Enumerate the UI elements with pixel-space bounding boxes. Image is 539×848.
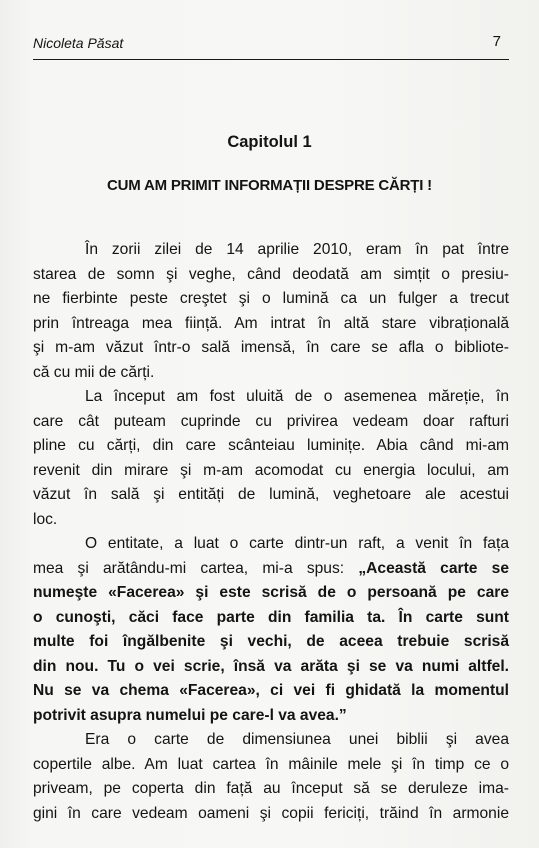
author-name: Nicoleta Păsat: [33, 35, 124, 51]
text-line: ne fierbinte peste creştet şi o lumină ca un fulger a trecut: [33, 290, 509, 307]
text-line: multe foi îngălbenite şi vechi, de aceea trebuie scrisă: [33, 633, 509, 650]
text-line: potrivit asupra numelui pe care-l va avea.”: [33, 706, 347, 724]
text-line: prin întreaga mea ființă. Am intrat în altă stare vibrațională: [33, 314, 509, 332]
body-text: [33, 238, 509, 826]
text-line: gini în care vedeam oameni şi copii fericiți, trăind în armonie: [33, 804, 509, 822]
text-line: o cunoşti, căci face parte din familia ta. În carte sunt: [33, 608, 509, 626]
text-fragment: mea şi arătându-mi cartea, mi-a spus:: [33, 559, 345, 577]
text-line: din nou. Tu o vei scrie, însă va arăta şi se va numi altfel.: [33, 657, 509, 675]
text-line: că cu mii de cărți.: [33, 363, 155, 381]
text-line: Nu se va chema «Facerea», ci vei fi ghidată la momentul: [33, 682, 509, 699]
text-line: Era o carte de dimensiunea unei biblii şi avea: [85, 731, 509, 748]
text-line: numeşte «Facerea» şi este scrisă de o persoană pe care: [33, 584, 509, 601]
text-line: priveam, pe coperta din față au început să se deruleze ima-: [33, 780, 509, 797]
text-line: care cât puteam cuprinde cu privirea vedeam doar rafturi: [33, 412, 509, 430]
running-header: [33, 33, 509, 60]
paragraph-3: [33, 532, 509, 728]
text-line-mixed: [33, 557, 509, 582]
text-line: starea de somn şi veghe, când deodată am simțit o presiu-: [33, 265, 509, 283]
text-line: copertile albe. Am luat cartea în mâinile mele şi în timp ce o: [33, 755, 509, 773]
chapter-label: Capitolul 1: [227, 133, 312, 151]
text-line: La început am fost uluită de o asemenea măreție, în: [85, 388, 509, 405]
paragraph-1: [33, 238, 509, 385]
text-line: şi m-am văzut într-o sală imensă, în care se afla o bibliote-: [33, 339, 509, 356]
paragraph-4: [33, 728, 509, 826]
text-line: revenit din mirare şi m-am acomodat cu energia locului, am: [33, 461, 509, 479]
chapter-title: CUM AM PRIMIT INFORMAȚII DESPRE CĂRȚI !: [107, 177, 432, 194]
page-number: 7: [492, 33, 501, 50]
text-line: În zorii zilei de 14 aprilie 2010, eram în pat între: [85, 241, 509, 258]
text-line: pline cu cărți, din care scânteiau luminițe. Abia când mi-am: [33, 437, 509, 454]
paragraph-2: [33, 385, 509, 532]
text-line: O entitate, a luat o carte dintr-un raft, a venit în fața: [85, 535, 509, 552]
quote-start: „Această carte se: [358, 559, 509, 577]
text-line: văzut în sală şi entități de lumină, veghetoare ale acestui: [33, 486, 509, 503]
text-line: loc.: [33, 510, 58, 528]
